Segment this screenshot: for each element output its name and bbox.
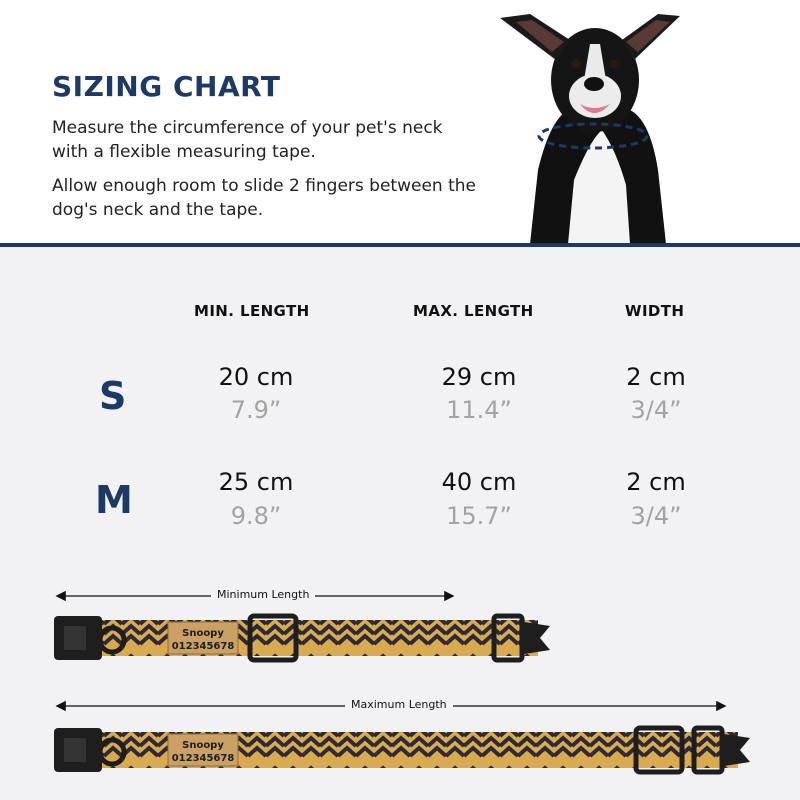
instruction-fingers: Allow enough room to slide 2 fingers between the dog's neck and the tape. <box>52 176 476 220</box>
collar-minimum <box>50 612 560 664</box>
m-min-cm: 25 cm <box>218 468 294 496</box>
instruction-measure: Measure the circumference of your pet's neck with a flexible measuring tape. <box>52 118 443 162</box>
page-title: SIZING CHART <box>52 70 281 103</box>
s-width-cm: 2 cm <box>626 363 686 391</box>
s-width-in: 3/4” <box>630 396 682 424</box>
m-max-cm: 40 cm <box>441 468 517 496</box>
s-min-in: 7.9” <box>230 396 282 424</box>
header-min-length: MIN. LENGTH <box>194 302 310 320</box>
s-max-cm: 29 cm <box>441 363 517 391</box>
collar-tag-number-2: 012345678 <box>171 753 235 764</box>
collar-tag-name-2: Snoopy <box>182 740 224 751</box>
collar-tag-number: 012345678 <box>171 641 235 652</box>
min-length-label: Minimum Length <box>211 588 315 601</box>
s-max-in: 11.4” <box>446 396 512 424</box>
collar-tag-name: Snoopy <box>182 628 224 639</box>
s-min-cm: 20 cm <box>218 363 294 391</box>
size-label-s: S <box>99 374 127 418</box>
header-max-length: MAX. LENGTH <box>413 302 534 320</box>
collar-maximum <box>50 724 760 776</box>
max-length-label: Maximum Length <box>345 698 453 711</box>
header-width: WIDTH <box>625 302 685 320</box>
m-max-in: 15.7” <box>446 502 512 530</box>
m-width-in: 3/4” <box>630 502 682 530</box>
size-label-m: M <box>95 478 133 522</box>
m-min-in: 9.8” <box>230 502 282 530</box>
m-width-cm: 2 cm <box>626 468 686 496</box>
